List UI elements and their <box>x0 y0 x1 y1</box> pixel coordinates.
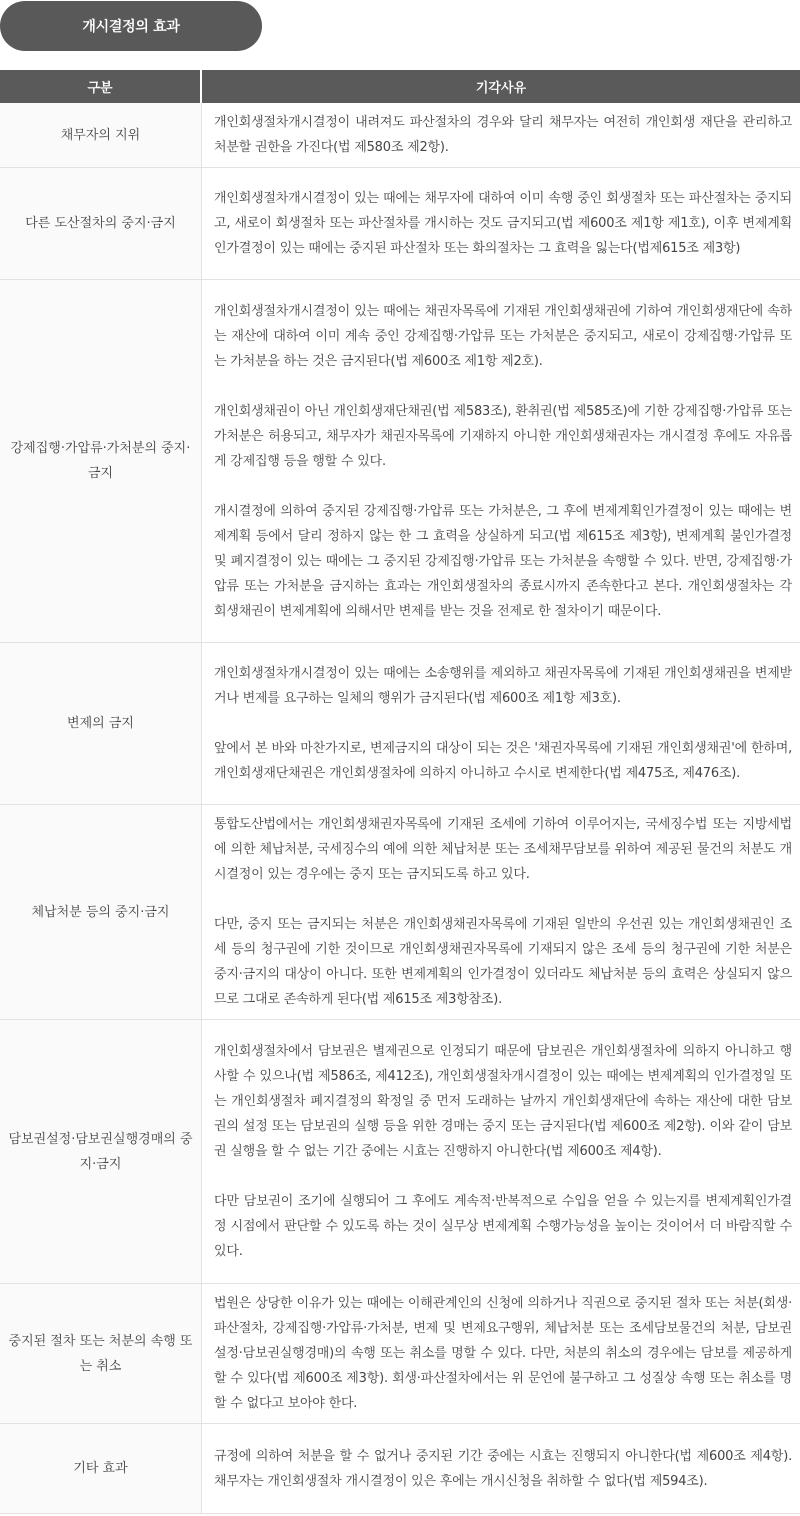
row-description <box>202 280 800 643</box>
row-category: 강제집행·가압류·가처분의 중지·금지 <box>0 280 202 643</box>
column-header-category: 구분 <box>0 70 202 103</box>
table-header-row <box>0 70 800 103</box>
row-description <box>202 168 800 280</box>
row-category: 기타 효과 <box>0 1424 202 1514</box>
description-paragraph: 법원은 상당한 이유가 있는 때에는 이해관계인의 신청에 의하거나 직권으로 중지된 절차 또는 처분(회생·파산절차, 강제집행·가압류·가처분, 변제 및 변제요구행위, 체납처분 또는 조세담보물건의 처분, 담보권설정·담보권실행경매)의 속행 또는 취소를 명할 수 있다. 다만, 처분의 취소의 경우에는 담보를 제공하게 할 수 있다(법 제600조 제3항). 회생·파산절차에서는 위 문언에 불구하고 그 성질상 속행 또는 취소를 명할 수 없다고 보아야 한다. <box>214 1296 792 1411</box>
section-title: 개시결정의 효과 <box>82 19 180 35</box>
table-row <box>0 1284 800 1424</box>
row-description <box>202 103 800 168</box>
row-category: 체납처분 등의 중지·금지 <box>0 805 202 1020</box>
table-body <box>0 103 800 1514</box>
row-description <box>202 1424 800 1514</box>
table-row <box>0 280 800 643</box>
description-paragraph: 개인회생채권이 아닌 개인회생재단채권(법 제583조), 환취권(법 제585조)에 기한 강제집행·가압류 또는 가처분은 허용되고, 채무자가 채권자목록에 기재하지 아니한 개인회생채권자는 개시결정 후에도 자유롭게 강제집행 등을 행할 수 있다. <box>214 403 792 469</box>
description-paragraph: 통합도산법에서는 개인회생채권자목록에 기재된 조세에 기하여 이루어지는, 국세징수법 또는 지방세법에 의한 체납처분, 국세징수의 예에 의한 체납처분 또는 조세채무담보를 위하여 제공된 물건의 처분도 개시결정이 있는 경우에는 중지 또는 금지되도록 하고 있다. <box>214 817 792 882</box>
row-description <box>202 1284 800 1424</box>
row-description <box>202 643 800 805</box>
row-category: 다른 도산절차의 중지·금지 <box>0 168 202 280</box>
description-paragraph: 다만 담보권이 조기에 실행되어 그 후에도 계속적·반복적으로 수입을 얻을 수 있는지를 변제계획인가결정 시점에서 판단할 수 있도록 하는 것이 실무상 변제계획 수행가능성을 높이는 것이어서 더 바람직할 수 있다. <box>214 1194 792 1259</box>
description-paragraph: 앞에서 본 바와 마찬가지로, 변제금지의 대상이 되는 것은 '채권자목록에 기재된 개인회생채권'에 한하며, 개인회생재단채권은 개인회생절차에 의하지 아니하고 수시로 변제한다(법 제475조, 제476조). <box>214 741 792 781</box>
effects-table <box>0 70 800 1514</box>
description-paragraph: 개인회생절차개시결정이 있는 때에는 소송행위를 제외하고 채권자목록에 기재된 개인회생채권을 변제받거나 변제를 요구하는 일체의 행위가 금지된다(법 제600조 제1항 제3호). <box>214 666 792 706</box>
section-title-badge <box>0 1 262 51</box>
table-row <box>0 643 800 805</box>
description-paragraph: 개인회생절차에서 담보권은 별제권으로 인정되기 때문에 담보권은 개인회생절차에 의하지 아니하고 행사할 수 있으나(법 제586조, 제412조), 개인회생절차개시결정이 있는 때에는 변제계획의 인가결정일 또는 개인회생절차 폐지결정의 확정일 중 먼저 도래하는 날까지 개인회생재단에 속하는 재산에 대한 담보권의 설정 또는 담보권의 실행 등을 위한 경매는 중지 또는 금지된다(법 제600조 제2항). 이와 같이 담보권 실행을 할 수 없는 기간 중에는 시효는 진행하지 아니한다(법 제600조 제4항). <box>214 1044 792 1159</box>
description-paragraph: 다만, 중지 또는 금지되는 처분은 개인회생채권자목록에 기재된 일반의 우선권 있는 개인회생채권인 조세 등의 청구권에 기한 것이므로 개인회생채권자목록에 기재되지 않은 조세 등의 청구권에 기한 처분은 중지·금지의 대상이 아니다. 또한 변제계획의 인가결정이 있더라도 체납처분 등의 효력은 상실되지 않으므로 그대로 존속하게 된다(법 제615조 제3항참조). <box>214 917 792 1007</box>
description-paragraph: 개인회생절차개시결정이 있는 때에는 채무자에 대하여 이미 속행 중인 회생절차 또는 파산절차는 중지되고, 새로이 회생절차 또는 파산절차를 개시하는 것도 금지되고(법 제600조 제1항 제1호), 이후 변제계획인가결정이 있는 때에는 중지된 파산절차 또는 화의절차는 그 효력을 잃는다(법제615조 제3항) <box>214 191 792 256</box>
description-paragraph: 개시결정에 의하여 중지된 강제집행·가압류 또는 가처분은, 그 후에 변제계획인가결정이 있는 때에는 변제계획 등에서 달리 정하지 않는 한 그 효력을 상실하게 되고(법 제615조 제3항), 변제계획 불인가결정 및 폐지결정이 있는 때에는 그 중지된 강제집행·가압류 또는 가처분을 속행할 수 있다. 반면, 강제집행·가압류 또는 가처분을 금지하는 효과는 개인회생절차의 종료시까지 존속한다고 본다. 개인회생절차는 각 회생채권이 변제계획에 의해서만 변제를 받는 것을 전제로 한 절차이기 때문이다. <box>214 503 792 619</box>
table-row <box>0 805 800 1020</box>
column-header-description: 기각사유 <box>202 70 800 103</box>
table-row <box>0 103 800 168</box>
row-description <box>202 1020 800 1284</box>
row-category: 변제의 금지 <box>0 643 202 805</box>
row-category: 담보권설정·담보권실행경매의 중지·금지 <box>0 1020 202 1284</box>
table-row <box>0 1424 800 1514</box>
description-paragraph: 개인회생절차개시결정이 내려져도 파산절차의 경우와 달리 채무자는 여전히 개인회생 재단을 관리하고 처분할 권한을 가진다(법 제580조 제2항). <box>214 115 792 155</box>
row-category: 채무자의 지위 <box>0 103 202 168</box>
description-paragraph: 규정에 의하여 처분을 할 수 없거나 중지된 기간 중에는 시효는 진행되지 아니한다(법 제600조 제4항). 채무자는 개인회생절차 개시결정이 있은 후에는 개시신청을 취하할 수 없다(법 제594조). <box>214 1448 792 1489</box>
row-description <box>202 805 800 1020</box>
table-row <box>0 1020 800 1284</box>
table-row <box>0 168 800 280</box>
row-category: 중지된 절차 또는 처분의 속행 또는 취소 <box>0 1284 202 1424</box>
description-paragraph: 개인회생절차개시결정이 있는 때에는 채권자목록에 기재된 개인회생채권에 기하여 개인회생재단에 속하는 재산에 대하여 이미 계속 중인 강제집행·가압류 또는 가처분은 중지되고, 새로이 강제집행·가압류 또는 가처분을 하는 것은 금지된다(법 제600조 제1항 제2호). <box>214 303 792 369</box>
